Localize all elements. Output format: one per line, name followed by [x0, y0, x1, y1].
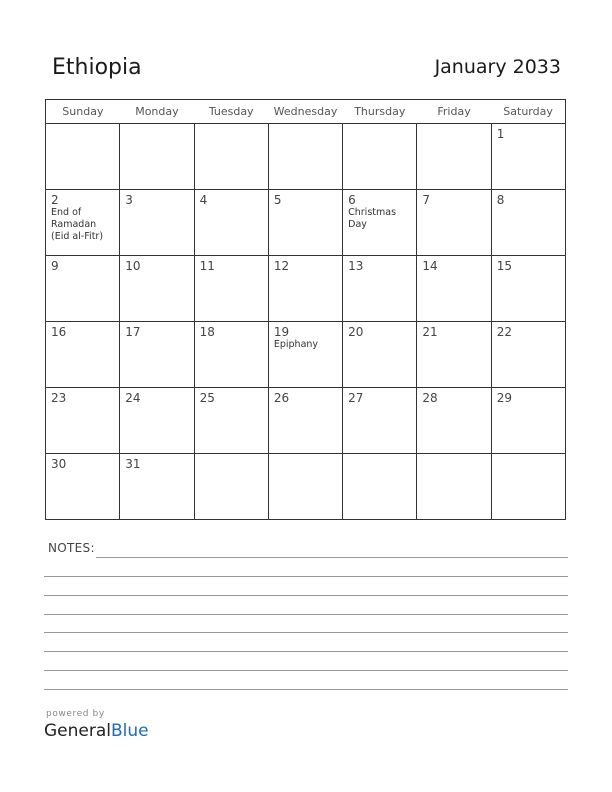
day-cell: [343, 322, 417, 388]
holiday-label: End of Ramadan (Eid al-Fitr): [51, 207, 104, 242]
week-row: [46, 388, 566, 454]
day-number: 23: [51, 391, 67, 405]
day-cell: [46, 256, 120, 322]
day-number: 3: [125, 193, 133, 207]
weekday-header: Tuesday: [194, 100, 268, 124]
day-cell: [417, 454, 491, 520]
day-number: 4: [199, 193, 208, 207]
weekday-header-row: [46, 100, 566, 124]
notes-label: NOTES:: [48, 541, 95, 555]
day-number: 24: [125, 391, 141, 405]
day-number: 15: [496, 259, 512, 273]
day-number: 18: [199, 325, 215, 339]
day-cell: [194, 190, 268, 256]
day-number: 14: [422, 259, 438, 273]
day-cell: [491, 388, 565, 454]
holiday-label: Christmas Day: [348, 207, 397, 230]
day-number: 30: [51, 457, 67, 471]
day-number: 5: [273, 193, 282, 207]
day-cell: [417, 124, 491, 190]
note-line: [44, 614, 568, 615]
day-cell: [343, 388, 417, 454]
week-row: [46, 322, 566, 388]
month-title: January 2033: [434, 56, 561, 78]
day-number: 1: [496, 127, 505, 141]
day-cell: [417, 256, 491, 322]
day-cell: [343, 454, 417, 520]
week-row: [46, 190, 566, 256]
day-cell: [46, 388, 120, 454]
day-number: 12: [273, 259, 290, 273]
day-number: 8: [496, 193, 505, 207]
week-row: [46, 454, 566, 520]
weekday-header: Wednesday: [268, 100, 342, 124]
day-number: 27: [348, 391, 364, 405]
day-number: 10: [125, 259, 141, 273]
day-number: 28: [422, 391, 438, 405]
day-number: 26: [273, 391, 290, 405]
day-cell: [194, 388, 268, 454]
weekday-header: Saturday: [491, 100, 565, 124]
day-cell: [491, 256, 565, 322]
day-cell: [194, 454, 268, 520]
day-number: 20: [348, 325, 364, 339]
day-number: 31: [125, 457, 141, 471]
day-number: 17: [125, 325, 141, 339]
country-title: Ethiopia: [52, 55, 142, 80]
brand-logo: [44, 721, 149, 741]
day-cell: [120, 190, 194, 256]
note-line: [44, 651, 568, 652]
calendar-grid: [45, 99, 566, 520]
day-cell: [120, 454, 194, 520]
weekday-header: Friday: [417, 100, 491, 124]
day-number: 11: [199, 259, 215, 273]
week-row: [46, 124, 566, 190]
note-line: [44, 689, 568, 690]
day-cell: [120, 322, 194, 388]
day-cell: [417, 190, 491, 256]
day-cell: [491, 190, 565, 256]
brand-blue: Blue: [111, 721, 149, 741]
day-cell: [194, 322, 268, 388]
day-number: 19: [273, 325, 290, 339]
day-cell: [46, 190, 120, 256]
weekday-header: Thursday: [343, 100, 417, 124]
day-cell: [417, 322, 491, 388]
day-cell: [343, 256, 417, 322]
week-row: [46, 256, 566, 322]
day-cell: [268, 256, 342, 322]
day-cell: [194, 256, 268, 322]
powered-by-text: powered by: [46, 709, 105, 719]
day-cell: [120, 388, 194, 454]
day-number: 25: [199, 391, 215, 405]
note-line: [44, 670, 568, 671]
day-cell: [491, 454, 565, 520]
day-number: 7: [422, 193, 431, 207]
day-number: 13: [348, 259, 364, 273]
note-line: [44, 595, 568, 596]
day-number: 2: [51, 193, 59, 207]
day-number: 29: [496, 391, 512, 405]
day-number: 22: [496, 325, 512, 339]
day-cell: [268, 322, 342, 388]
day-cell: [194, 124, 268, 190]
brand-general: General: [44, 721, 111, 741]
note-line: [44, 632, 568, 633]
day-cell: [46, 124, 120, 190]
day-cell: [46, 454, 120, 520]
day-cell: [46, 322, 120, 388]
day-cell: [268, 388, 342, 454]
note-line: [96, 557, 568, 558]
holiday-label: Epiphany: [273, 339, 319, 350]
day-cell: [120, 124, 194, 190]
day-cell: [268, 190, 342, 256]
day-number: 6: [348, 193, 356, 207]
day-cell: [491, 322, 565, 388]
day-number: 9: [51, 259, 59, 273]
weekday-header: Sunday: [46, 100, 120, 124]
day-number: 16: [51, 325, 67, 339]
day-cell: [268, 454, 342, 520]
day-cell: [268, 124, 342, 190]
day-cell: [343, 124, 417, 190]
day-cell: [343, 190, 417, 256]
day-cell: [417, 388, 491, 454]
weekday-header: Monday: [120, 100, 194, 124]
day-number: 21: [422, 325, 438, 339]
note-line: [44, 576, 568, 577]
day-cell: [120, 256, 194, 322]
day-cell: [491, 124, 565, 190]
